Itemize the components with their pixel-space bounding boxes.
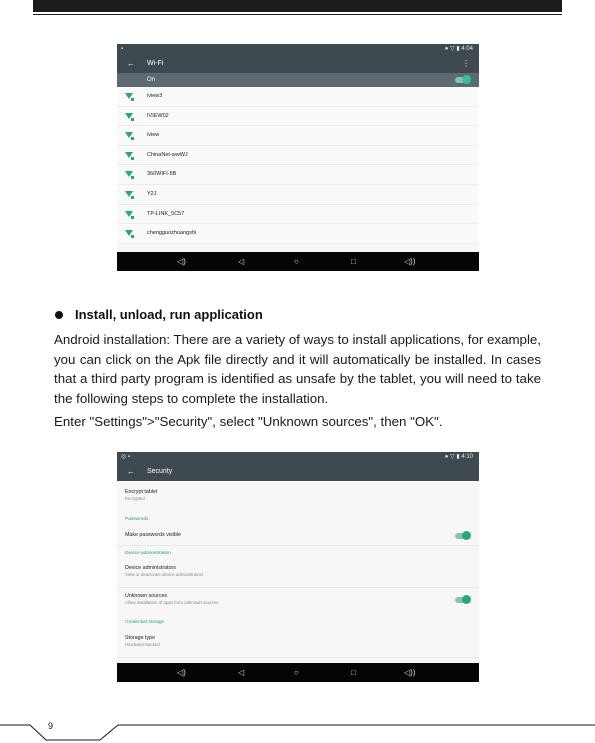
volume-up-icon[interactable]: ◁)) bbox=[404, 257, 416, 266]
action-bar bbox=[117, 54, 479, 73]
lock-icon bbox=[131, 157, 134, 160]
paragraph-install: Android installation: There are a variety of ways to install applications, for example, you can click on the Apk file directly and it will automatically be installed. In cases that a third party program is identified as unsafe by the tablet, you will need to take the following steps to complete the installation. bbox=[54, 332, 541, 406]
encrypt-tablet-item[interactable] bbox=[125, 489, 157, 501]
network-item[interactable] bbox=[117, 165, 479, 185]
recents-icon[interactable]: □ bbox=[351, 257, 356, 266]
lock-icon bbox=[131, 98, 134, 101]
volume-down-icon[interactable]: ◁) bbox=[177, 668, 186, 677]
security-screenshot bbox=[117, 452, 479, 682]
header-rule bbox=[33, 14, 562, 15]
back-arrow-icon[interactable]: ← bbox=[127, 59, 135, 68]
overflow-menu-icon[interactable]: ⋮ bbox=[462, 59, 470, 68]
network-list bbox=[117, 87, 479, 244]
screen-title: Wi-Fi bbox=[147, 60, 164, 67]
battery-icon: ● ▽ ▮ bbox=[444, 46, 462, 52]
item-subtitle: Encrypted bbox=[125, 496, 145, 501]
bullet-icon bbox=[55, 311, 63, 319]
network-item[interactable] bbox=[117, 205, 479, 225]
wifi-toggle[interactable] bbox=[455, 77, 469, 83]
nav-bar bbox=[117, 252, 479, 271]
item-title: Unknown sources bbox=[125, 593, 168, 599]
network-name: IVIEW02 bbox=[147, 112, 169, 119]
wifi-screenshot bbox=[117, 44, 479, 271]
make-passwords-visible-item[interactable] bbox=[125, 532, 181, 538]
divider bbox=[117, 545, 479, 546]
page-number: 9 bbox=[48, 721, 54, 731]
divider bbox=[117, 657, 479, 658]
status-bar bbox=[117, 44, 479, 54]
volume-down-icon[interactable]: ◁) bbox=[177, 257, 186, 266]
section-heading: Install, unload, run application bbox=[75, 307, 263, 322]
device-administrators-item[interactable] bbox=[125, 565, 204, 577]
lock-icon bbox=[131, 216, 134, 219]
paragraph-steps: Enter "Settings">"Security", select "Unknown sources", then "OK". bbox=[54, 414, 443, 429]
status-time: 4:10 bbox=[461, 454, 473, 460]
divider bbox=[117, 587, 479, 588]
notification-icons: ◎ ▪ bbox=[121, 454, 131, 460]
network-item[interactable] bbox=[117, 146, 479, 166]
item-title: Make passwords visible bbox=[125, 532, 181, 538]
network-name: TP-LINK_5C57 bbox=[147, 210, 185, 217]
lock-icon bbox=[131, 196, 134, 199]
lock-icon bbox=[131, 176, 134, 179]
battery-icon: ● ▽ ▮ bbox=[444, 454, 462, 460]
lock-icon bbox=[131, 118, 134, 121]
credential-storage-header: Credential storage bbox=[125, 620, 165, 625]
network-name: iview bbox=[147, 132, 160, 139]
network-name: Y2J bbox=[147, 190, 157, 197]
volume-up-icon[interactable]: ◁)) bbox=[404, 668, 416, 677]
network-name: 360WIFI-5B bbox=[147, 171, 177, 178]
settings-list bbox=[117, 481, 479, 673]
item-title: Storage type bbox=[125, 635, 156, 641]
back-icon[interactable]: ◁ bbox=[238, 257, 245, 266]
item-subtitle: Allow installation of apps from unknown sources bbox=[125, 600, 219, 605]
network-item[interactable] bbox=[117, 107, 479, 127]
item-title: Device administrators bbox=[125, 565, 176, 571]
lock-icon bbox=[131, 137, 134, 140]
status-time: 4:04 bbox=[461, 46, 473, 52]
status-bar bbox=[117, 452, 479, 462]
network-item[interactable] bbox=[117, 185, 479, 205]
wifi-switch-row[interactable] bbox=[117, 73, 479, 87]
item-subtitle: Hardware-backed bbox=[125, 642, 160, 647]
network-name: chengguozhuangshi bbox=[147, 230, 197, 237]
unknown-sources-item[interactable] bbox=[125, 593, 218, 605]
storage-type-item[interactable] bbox=[125, 635, 160, 647]
nav-bar bbox=[117, 663, 479, 682]
network-name: ChinaNet-wwWJ bbox=[147, 151, 188, 158]
network-item[interactable] bbox=[117, 87, 479, 107]
footer-rule bbox=[0, 712, 595, 742]
unknown-sources-toggle[interactable] bbox=[455, 597, 469, 603]
network-item[interactable] bbox=[117, 224, 479, 244]
screen-title: Security bbox=[147, 468, 173, 475]
item-subtitle: View or deactivate device administrators bbox=[125, 572, 204, 577]
recents-icon[interactable]: □ bbox=[351, 668, 356, 677]
item-title: Encrypt tablet bbox=[125, 489, 158, 495]
lock-icon bbox=[131, 235, 134, 238]
back-icon[interactable]: ◁ bbox=[238, 668, 245, 677]
network-name: iview3 bbox=[147, 93, 163, 99]
action-bar bbox=[117, 462, 479, 481]
back-arrow-icon[interactable]: ← bbox=[127, 467, 135, 476]
header-bar bbox=[33, 0, 562, 12]
home-icon[interactable]: ○ bbox=[294, 668, 299, 677]
screenshot-icon: ▪ bbox=[121, 46, 124, 52]
home-icon[interactable]: ○ bbox=[294, 257, 299, 266]
passwords-visible-toggle[interactable] bbox=[455, 533, 469, 539]
device-admin-header: Device administration bbox=[125, 551, 171, 556]
network-item[interactable] bbox=[117, 126, 479, 146]
wifi-switch-label: On bbox=[147, 77, 156, 83]
passwords-header: Passwords bbox=[125, 517, 149, 522]
